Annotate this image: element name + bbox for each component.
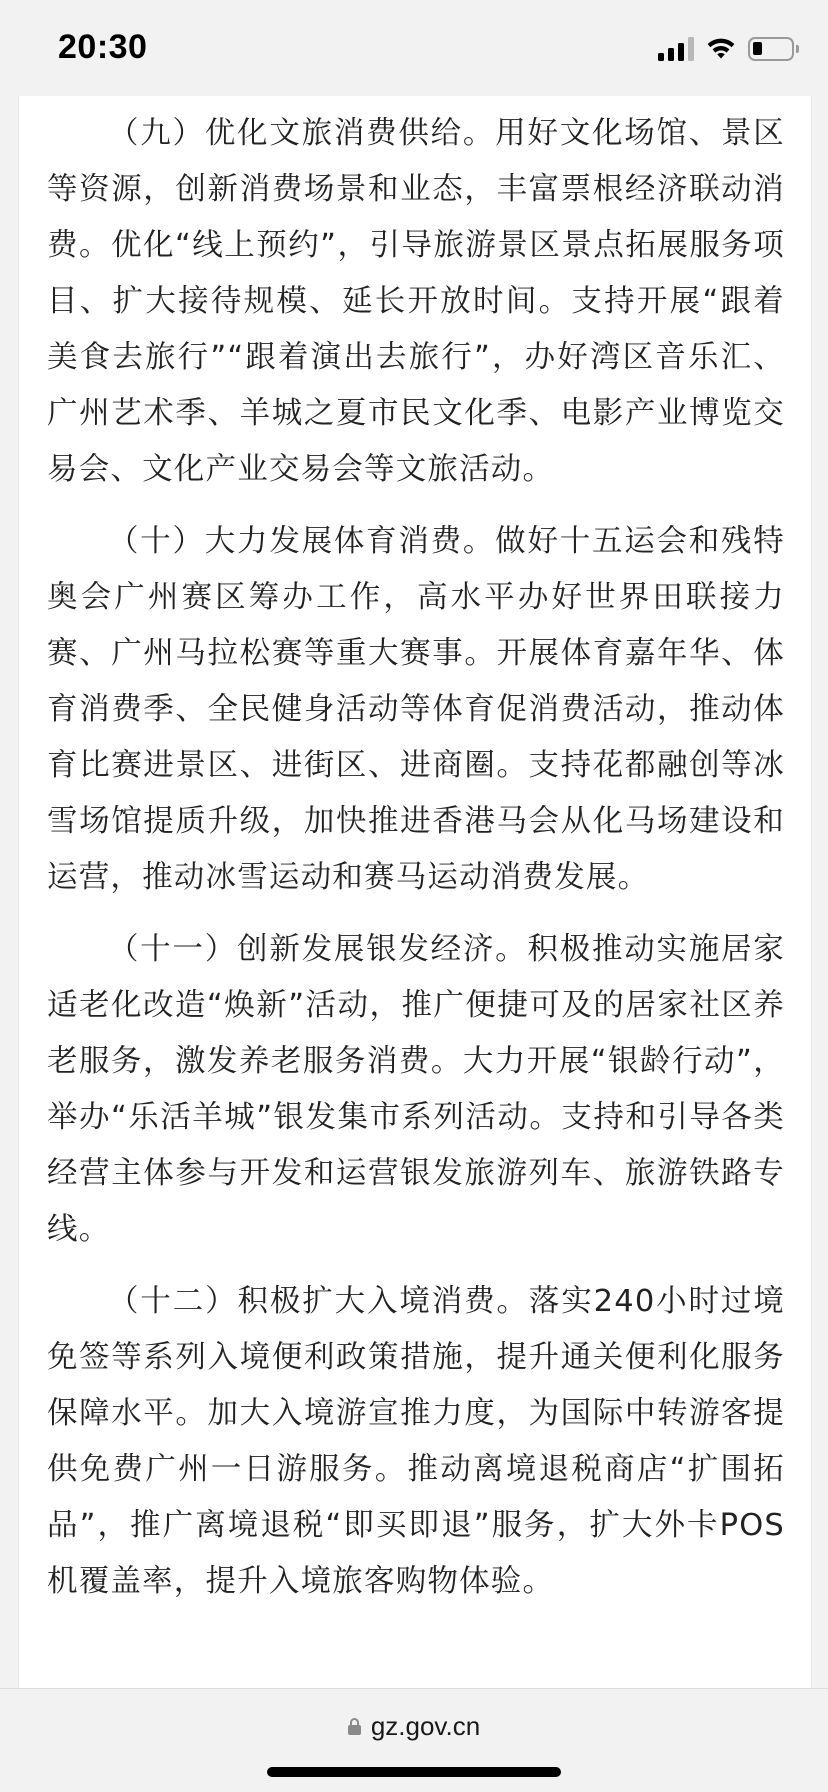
address-bar[interactable]	[0, 1711, 828, 1742]
cellular-signal-icon	[658, 37, 694, 61]
paragraph-12: （十二）积极扩大入境消费。落实240小时过境免签等系列入境便利政策措施，提升通关便利化服务保障水平。加大入境游宣推力度，为国际中转游客提供免费广州一日游服务。推动离境退税商店“扩围拓品”，推广离境退税“即买即退”服务，扩大外卡POS机覆盖率，提升入境旅客购物体验。	[47, 1284, 785, 1599]
status-icons	[658, 32, 794, 66]
battery-icon	[748, 37, 794, 61]
lock-icon	[348, 1718, 361, 1735]
article-body	[47, 106, 785, 1626]
browser-bottom-bar	[0, 1688, 828, 1792]
paragraph-10: （十）大力发展体育消费。做好十五运会和残特奥会广州赛区筹办工作，高水平办好世界田联接力赛、广州马拉松赛等重大赛事。开展体育嘉年华、体育消费季、全民健身活动等体育促消费活动，推动体育比赛进景区、进街区、进商圈。支持花都融创等冰雪场馆提质升级，加快推进香港马会从化马场建设和运营，推动冰雪运动和赛马运动消费发展。	[47, 524, 785, 895]
url-text[interactable]: gz.gov.cn	[370, 1711, 481, 1741]
paragraph-11: （十一）创新发展银发经济。积极推动实施居家适老化改造“焕新”活动，推广便捷可及的居家社区养老服务，激发养老服务消费。大力开展“银龄行动”，举办“乐活羊城”银发集市系列活动。支持和引导各类经营主体参与开发和运营银发旅游列车、旅游铁路专线。	[47, 932, 785, 1247]
status-bar	[0, 0, 828, 96]
wifi-icon	[706, 37, 736, 61]
home-indicator[interactable]	[267, 1767, 561, 1777]
paragraph-9: （九）优化文旅消费供给。用好文化场馆、景区等资源，创新消费场景和业态，丰富票根经济联动消费。优化“线上预约”，引导旅游景区景点拓展服务项目、扩大接待规模、延长开放时间。支持开展“跟着美食去旅行”“跟着演出去旅行”，办好湾区音乐汇、广州艺术季、羊城之夏市民文化季、电影产业博览交易会、文化产业交易会等文旅活动。	[47, 116, 785, 487]
status-time: 20:30	[58, 28, 148, 66]
web-page-content[interactable]	[18, 96, 812, 1688]
